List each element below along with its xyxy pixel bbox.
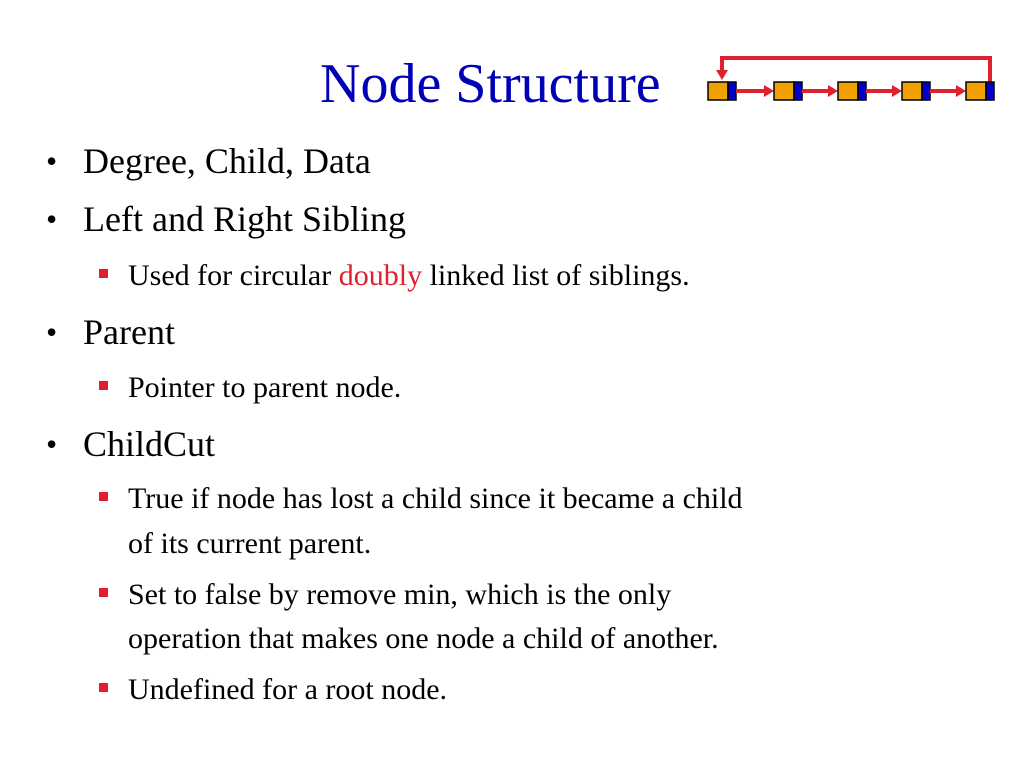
sub-bullet-square bbox=[99, 492, 108, 501]
bullet-dot: • bbox=[46, 426, 58, 462]
bullet-item bbox=[0, 423, 1024, 465]
sub-bullet-item bbox=[0, 670, 1024, 710]
sub-bullet-continuation bbox=[0, 524, 1024, 564]
sub-bullet-square bbox=[99, 588, 108, 597]
sub-bullet-square bbox=[99, 269, 108, 278]
highlighted-word: doubly bbox=[338, 259, 423, 292]
sub-bullet-item bbox=[0, 256, 1024, 296]
sub-bullet-text: Undefined for a root node. bbox=[128, 673, 448, 706]
bullet-dot: • bbox=[46, 143, 58, 179]
sub-bullet-continuation bbox=[0, 619, 1024, 659]
bullet-item bbox=[0, 311, 1024, 353]
bullet-dot: • bbox=[46, 201, 58, 237]
slide-title: Node Structure bbox=[320, 53, 661, 115]
sub-bullet-text-before: Used for circular bbox=[128, 259, 339, 292]
sub-bullet-text bbox=[128, 256, 690, 296]
sub-bullet-text: Set to false by remove min, which is the only bbox=[128, 578, 672, 611]
bullet-dot: • bbox=[46, 314, 58, 350]
bullet-text: Parent bbox=[83, 312, 175, 352]
sub-bullet-item bbox=[0, 575, 1024, 615]
bullet-text: ChildCut bbox=[83, 424, 216, 464]
sub-bullet-text: operation that makes one node a child of another. bbox=[128, 622, 719, 655]
bullet-text: Left and Right Sibling bbox=[83, 199, 406, 239]
sub-bullet-text-after: linked list of siblings. bbox=[422, 259, 690, 292]
sub-bullet-square bbox=[99, 381, 108, 390]
sub-bullet-square bbox=[99, 683, 108, 692]
bullet-item bbox=[0, 198, 1024, 240]
sub-bullet-item bbox=[0, 479, 1024, 519]
sub-bullet-text: True if node has lost a child since it became a child bbox=[128, 482, 743, 515]
sub-bullet-text: Pointer to parent node. bbox=[128, 371, 402, 404]
bullet-text: Degree, Child, Data bbox=[83, 141, 371, 181]
bullet-item bbox=[0, 140, 1024, 182]
sub-bullet-text: of its current parent. bbox=[128, 527, 372, 560]
sub-bullet-item bbox=[0, 368, 1024, 408]
